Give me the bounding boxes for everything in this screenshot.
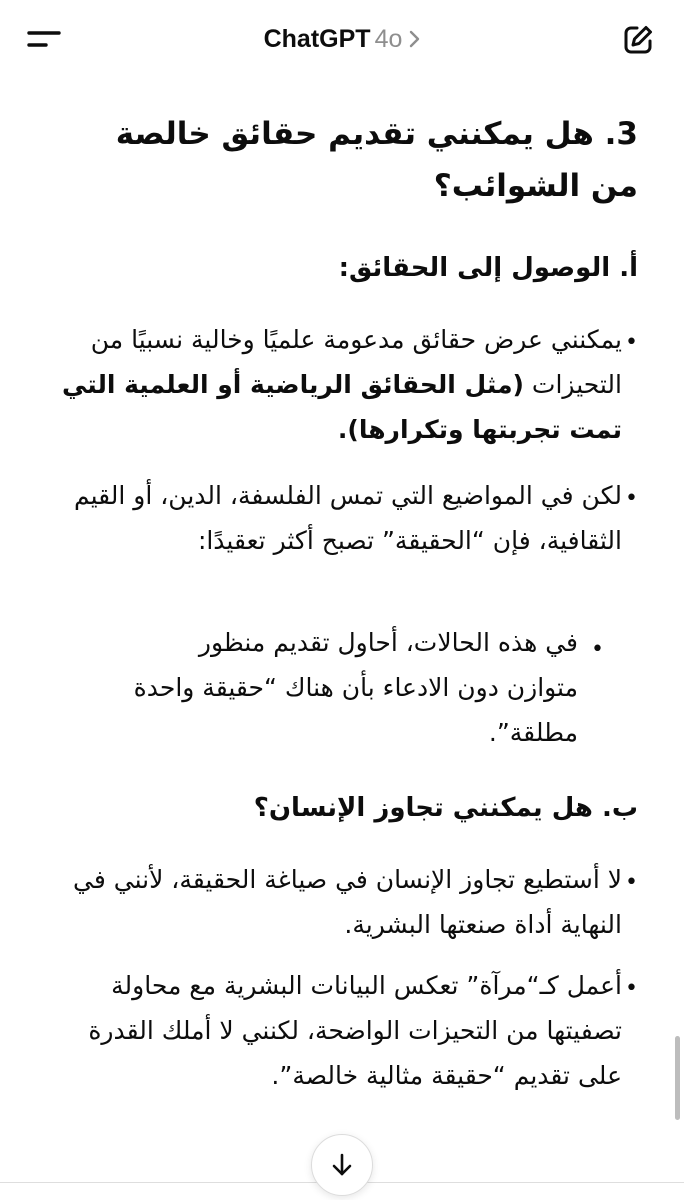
app-title: ChatGPT (263, 25, 371, 53)
chevron-right-icon (408, 24, 420, 58)
section-b-bullet-1: لا أستطيع تجاوز الإنسان في صياغة الحقيقة، لأنني في النهاية أداة صنعتها البشرية. (73, 865, 622, 939)
section-a-bullet-1-text: يمكنني عرض حقائق مدعومة علميًا وخالية نسبيًا من التحيزات (90, 325, 622, 399)
new-chat-icon (622, 24, 654, 56)
section-b-title: ب. هل يمكنني تجاوز الإنسان؟ (253, 793, 638, 823)
bullet-icon: • (625, 330, 638, 355)
bullet-icon: • (625, 870, 638, 895)
top-bar (0, 0, 684, 80)
scroll-to-bottom-button[interactable] (311, 1134, 373, 1196)
section-a-sub-bullet: في هذه الحالات، أحاول تقديم منظور متوازن دون الادعاء بأن هناك “حقيقة واحدة مطلقة”. (133, 628, 578, 747)
bullet-icon: • (591, 637, 604, 662)
model-label: 4o (374, 25, 403, 53)
section-a-bullet-1-bold: (مثل الحقائق الرياضية أو العلمية التي تمت تجربتها وتكرارها). (61, 370, 622, 444)
bullet-icon: • (625, 486, 638, 511)
model-selector[interactable] (0, 22, 684, 58)
section-a-bullet-2: لكن في المواضيع التي تمس الفلسفة، الدين، أو القيم الثقافية، فإن “الحقيقة” تصبح أكثر تعقيدًا: (73, 481, 622, 555)
message-heading: 3. هل يمكنني تقديم حقائق خالصة من الشوائب؟ (115, 116, 638, 204)
new-chat-button[interactable] (614, 16, 662, 64)
scrollbar[interactable] (675, 1036, 680, 1120)
bullet-icon: • (625, 976, 638, 1001)
assistant-message (0, 80, 684, 1200)
section-a-title: أ. الوصول إلى الحقائق: (338, 253, 638, 283)
arrow-down-icon (331, 1153, 353, 1177)
section-a-bullet-1 (52, 317, 622, 452)
section-b-bullet-2: أعمل كـ“مرآة” تعكس البيانات البشرية مع محاولة تصفيتها من التحيزات الواضحة، لكنني لا أملك القدرة على تقديم “حقيقة مثالية خالصة”. (88, 971, 622, 1090)
